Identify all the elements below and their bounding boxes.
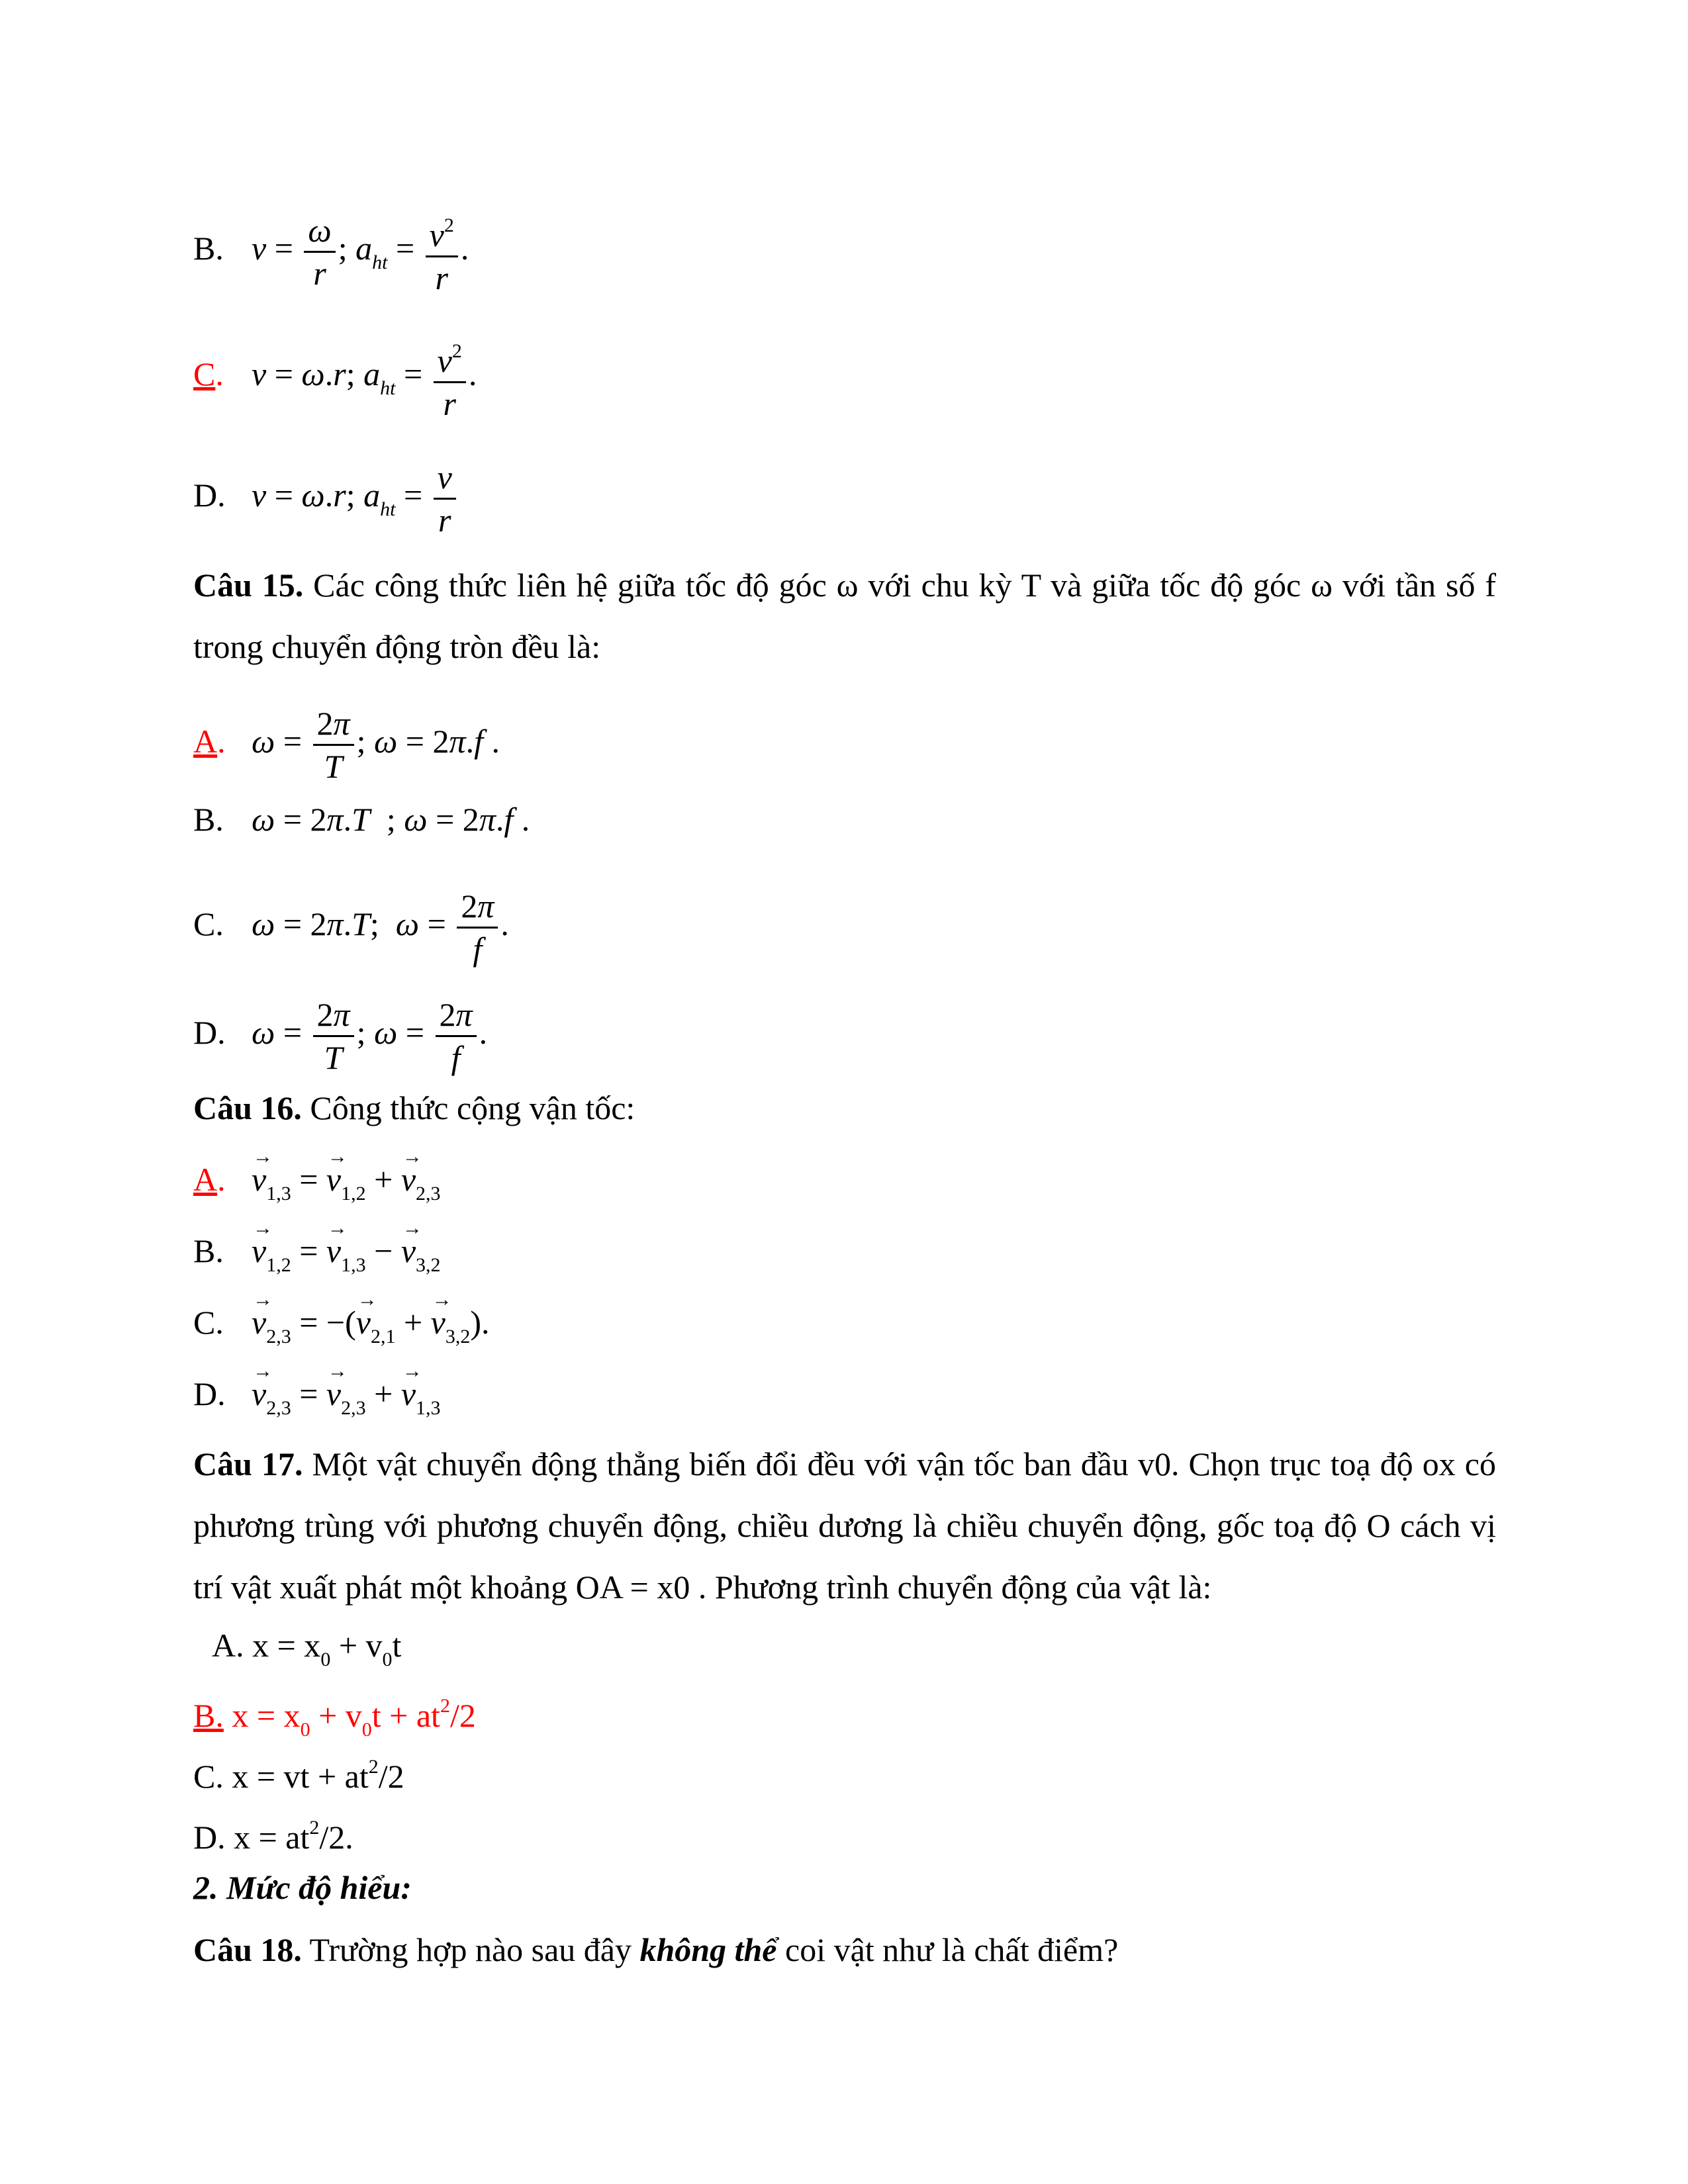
q15-option-c: C. ω = 2π.T; ω = $\frac{2\pi}{f}$ . [193, 886, 509, 970]
question-text: Công thức cộng vận tốc: [310, 1089, 635, 1126]
question-text: Các công thức liên hệ giữa tốc độ góc ω với chu kỳ T và giữa tốc độ góc ω với tần số f trong chuyển động tròn đều là: [193, 567, 1497, 665]
q14-option-c: C. v = ω.r; $a_{ht}$ = $\frac{v^2}{r}$ . [193, 331, 477, 424]
q15-question [193, 555, 1496, 678]
q15-option-b: B. ω = 2π.T ; ω = 2π.f . [193, 801, 530, 838]
q17-option-c: C. x = vt + $at^2/2$ [193, 1756, 404, 1795]
option-label: D. [193, 1013, 226, 1051]
question-label: Câu 17. [193, 1445, 303, 1482]
question-emphasis: không thể [639, 1931, 777, 1968]
q18-question [193, 1930, 1118, 1970]
question-label: Câu 18. [193, 1931, 302, 1968]
q16-option-d: $D.\to v_{2,3}$ = → $v_{2,3}$ + → $v_{1,3}$ [193, 1374, 441, 1428]
question-text-before: Trường hợp nào sau đây [309, 1931, 632, 1968]
q15-option-d: D. ω = $\frac{2\pi}{T}$ ; ω = $\frac{2\pi}{f}$ . [193, 994, 487, 1078]
option-label: D. [193, 1375, 226, 1412]
q14-option-d: D. v = ω.r; $a_{ht}$ = $\frac{v}{r}$ [193, 457, 459, 541]
question-text-after: coi vật như là chất điểm? [785, 1931, 1119, 1968]
q17-option-d: D. $x = at^2/2$. [193, 1817, 353, 1856]
q14-option-b: B. v = $\frac{\omega}{r}$ ; $a_{ht}$ = $\frac{v^2}{r}$ . [193, 205, 469, 298]
q16-option-a: $A.\to v_{1,3}$ = → $v_{1,2}$ + → $v_{2,3}$ [193, 1160, 441, 1214]
option-label: C. [193, 1304, 224, 1341]
q15-option-a: A. ω = $\frac{2\pi}{T}$ ; ω = 2π.f . [193, 703, 500, 787]
q17-option-b: B. $x = x_0 + v_0t + at^2/2$ [193, 1695, 476, 1741]
section-title: 2. Mức độ hiểu: [193, 1869, 412, 1906]
option-label-correct: C. [193, 355, 224, 392]
q16-question [193, 1088, 635, 1128]
q17-question [193, 1433, 1496, 1618]
q16-option-c: $C.\to v_{2,3}$ = −(→ $v_{2,1}$ + → $v_{3,2}$). [193, 1302, 490, 1357]
q17-option-a: A. $x = x_0 + v_0t$ [212, 1627, 402, 1670]
option-label-correct: A. [193, 722, 226, 760]
question-label: Câu 15. [193, 567, 304, 604]
q16-option-b: $B.\to v_{1,2}$ = → $v_{1,3}$ − → $v_{3,2}$ [193, 1231, 441, 1285]
question-label: Câu 16. [193, 1089, 302, 1126]
option-label-correct: A. [193, 1161, 226, 1198]
option-label: B. [193, 229, 224, 267]
option-label: C. [193, 905, 224, 942]
question-text: Một vật chuyển động thẳng biến đổi đều với vận tốc ban đầu v0. Chọn trục toạ độ ox có phương trùng với phương chuyển động, chiều dương là chiều chuyển động, gốc toạ độ O cách vị trí vật xuất phát một khoảng OA = x0 . Phương trình chuyển động của vật là: [193, 1445, 1496, 1606]
option-label: B. [193, 1232, 224, 1269]
option-label: D. [193, 476, 226, 514]
option-label: B. [193, 801, 224, 838]
